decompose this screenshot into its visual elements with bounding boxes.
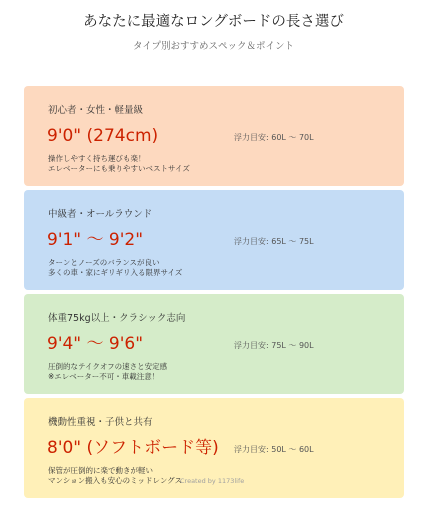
card-desc-line: 圧倒的なテイクオフの速さと安定感: [48, 362, 168, 371]
card-beginner: [24, 86, 404, 186]
credit-text: Created by 1173life: [180, 477, 245, 485]
card-desc-line: 多くの車・家にギリギリ入る限界サイズ: [48, 268, 183, 277]
card-heading: 体重75kg以上・クラシック志向: [48, 313, 186, 324]
card-float: 浮力目安: 65L ～ 75L: [234, 237, 314, 246]
card-size: 9'0" (274cm): [47, 126, 159, 146]
card-description: [48, 362, 167, 382]
card-description: [48, 258, 182, 278]
card-size: 9'1" ～ 9'2": [47, 230, 144, 250]
card-size: 8'0" (ソフトボード等): [47, 438, 219, 458]
card-desc-line: マンション搬入も安心のミッドレングス: [48, 476, 183, 485]
card-desc-line: 操作しやすく持ち運びも楽！: [48, 154, 146, 163]
card-desc-line: ※エレベーター不可・車載注意！: [48, 372, 160, 381]
card-float: 浮力目安: 75L ～ 90L: [234, 341, 314, 350]
page-title: あなたに最適なロングボードの長さ選び: [83, 14, 344, 30]
card-desc-line: ターンとノーズのバランスが良い: [48, 258, 160, 267]
card-heading: 中級者・オールラウンド: [48, 209, 153, 220]
card-desc-line: エレベーターにも乗りやすいベストサイズ: [48, 164, 190, 173]
card-intermediate: [24, 190, 404, 290]
card-description: [48, 466, 182, 486]
page-subtitle: タイプ別おすすめスペック＆ポイント: [132, 41, 295, 52]
card-float: 浮力目安: 60L ～ 70L: [234, 133, 314, 142]
card-desc-line: 保管が圧倒的に楽で動きが軽い: [48, 466, 153, 475]
card-size: 9'4" ～ 9'6": [47, 334, 144, 354]
card-float: 浮力目安: 50L ～ 60L: [234, 445, 314, 454]
card-description: [48, 154, 190, 174]
card-heavy-classic: [24, 294, 404, 394]
card-heading: 初心者・女性・軽量級: [48, 105, 144, 116]
card-heading: 機動性重視・子供と共有: [48, 417, 153, 428]
